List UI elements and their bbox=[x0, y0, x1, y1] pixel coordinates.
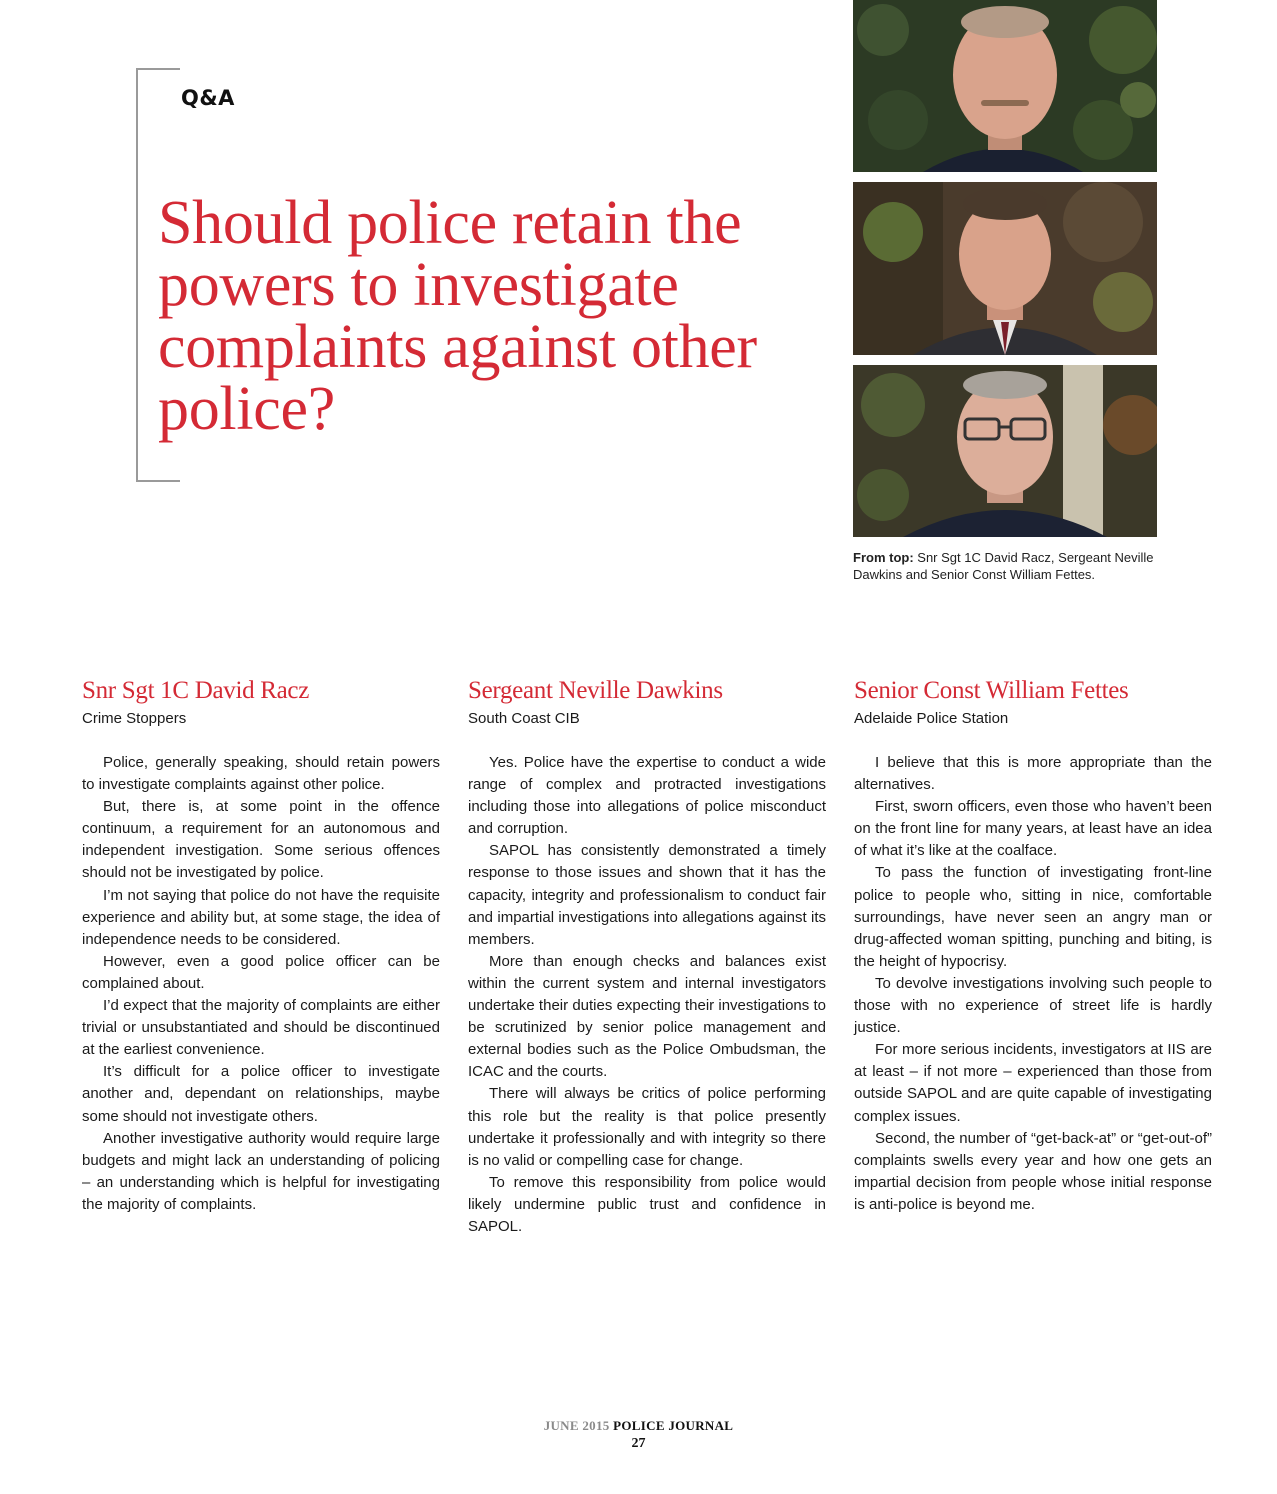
photo-david-racz bbox=[853, 0, 1157, 172]
caption-text: Snr Sgt 1C David Racz, Sergeant Neville Dawkins and Senior Const William Fettes. bbox=[853, 550, 1154, 582]
respondent-unit: South Coast CIB bbox=[468, 710, 580, 727]
issue-line bbox=[0, 1418, 1277, 1434]
paragraph: However, even a good police officer can be complained about. bbox=[82, 952, 440, 992]
respondent-name: Sergeant Neville Dawkins bbox=[468, 677, 723, 704]
paragraph: To pass the function of investigating front-line police to people who, sitting in nice, comfortable surroundings, have never seen an angry man or drug-affected woman spitting, punching and biting, is the height of hypocrisy. bbox=[854, 864, 1212, 970]
portrait-photo-icon bbox=[853, 182, 1157, 355]
paragraph: I believe that this is more appropriate than the alternatives. bbox=[854, 754, 1212, 794]
paragraph: More than enough checks and balances exist within the current system and internal investigators undertake their duties expecting their investigations to be scrutinized by senior police management and external bodies such as the Police Ombudsman, the ICAC and the courts. bbox=[468, 952, 826, 1081]
publication-name: POLICE JOURNAL bbox=[613, 1418, 734, 1433]
paragraph: There will always be critics of police performing this role but the reality is that police presently undertake it professionally and with integrity so there is no valid or compelling case for change. bbox=[468, 1085, 826, 1169]
column-neville-dawkins bbox=[468, 676, 826, 1238]
answer-body bbox=[854, 752, 1212, 1216]
answer-body bbox=[82, 752, 440, 1216]
page-number: 27 bbox=[631, 1436, 646, 1451]
photo-neville-dawkins bbox=[853, 182, 1157, 355]
issue-date: JUNE 2015 bbox=[543, 1418, 610, 1433]
paragraph: Yes. Police have the expertise to conduct a wide range of complex and protracted investigations including those into allegations of police misconduct and corruption. bbox=[468, 754, 826, 838]
paragraph: Another investigative authority would require large budgets and might lack an understanding of policing – an understanding which is helpful for investigating the majority of complaints. bbox=[82, 1129, 440, 1213]
paragraph: To remove this responsibility from police would likely undermine public trust and confidence in SAPOL. bbox=[468, 1173, 826, 1235]
photo-caption bbox=[853, 549, 1173, 583]
respondent-name: Snr Sgt 1C David Racz bbox=[82, 677, 310, 704]
paragraph: But, there is, at some point in the offence continuum, a requirement for an autonomous and independent investigation. Some serious offences should not be investigated by police. bbox=[82, 798, 440, 882]
paragraph: It’s difficult for a police officer to investigate another and, dependant on relationships, maybe some should not investigate others. bbox=[82, 1063, 440, 1125]
respondent-unit: Crime Stoppers bbox=[82, 710, 187, 727]
page-footer bbox=[0, 1418, 1277, 1452]
paragraph: First, sworn officers, even those who haven’t been on the front line for many years, at least have an idea of what it’s like at the coalface. bbox=[854, 798, 1212, 860]
paragraph: SAPOL has consistently demonstrated a timely response to those issues and shown that it has the capacity, integrity and professionalism to conduct fair and impartial investigations into allegations against its members. bbox=[468, 842, 826, 948]
column-david-racz bbox=[82, 676, 440, 1216]
paragraph: Police, generally speaking, should retain powers to investigate complaints against other police. bbox=[82, 754, 440, 794]
photo-william-fettes bbox=[853, 365, 1157, 537]
paragraph: Second, the number of “get-back-at” or “get-out-of” complaints swells every year and how one gets an impartial decision from people whose initial response is anti-police is beyond me. bbox=[854, 1129, 1212, 1213]
section-label: Q&A bbox=[181, 86, 235, 110]
column-william-fettes bbox=[854, 676, 1212, 1216]
portrait-photo-icon bbox=[853, 365, 1157, 537]
page-headline: Should police retain the powers to investigate complaints against other police? bbox=[158, 189, 757, 443]
respondent-name: Senior Const William Fettes bbox=[854, 677, 1129, 704]
paragraph: For more serious incidents, investigators at IIS are at least – if not more – experienced than those from outside SAPOL and are quite capable of investigating complex issues. bbox=[854, 1041, 1212, 1125]
answer-body bbox=[468, 752, 826, 1238]
caption-lead: From top: bbox=[853, 550, 914, 565]
paragraph: I’d expect that the majority of complaints are either trivial or unsubstantiated and should be discontinued at the earliest convenience. bbox=[82, 997, 440, 1059]
respondent-unit: Adelaide Police Station bbox=[854, 710, 1009, 727]
paragraph: I’m not saying that police do not have the requisite experience and ability but, at some stage, the idea of independence needs to be considered. bbox=[82, 886, 440, 948]
portrait-photo-icon bbox=[853, 0, 1157, 172]
paragraph: To devolve investigations involving such people to those with no experience of street life is hardly justice. bbox=[854, 974, 1212, 1037]
